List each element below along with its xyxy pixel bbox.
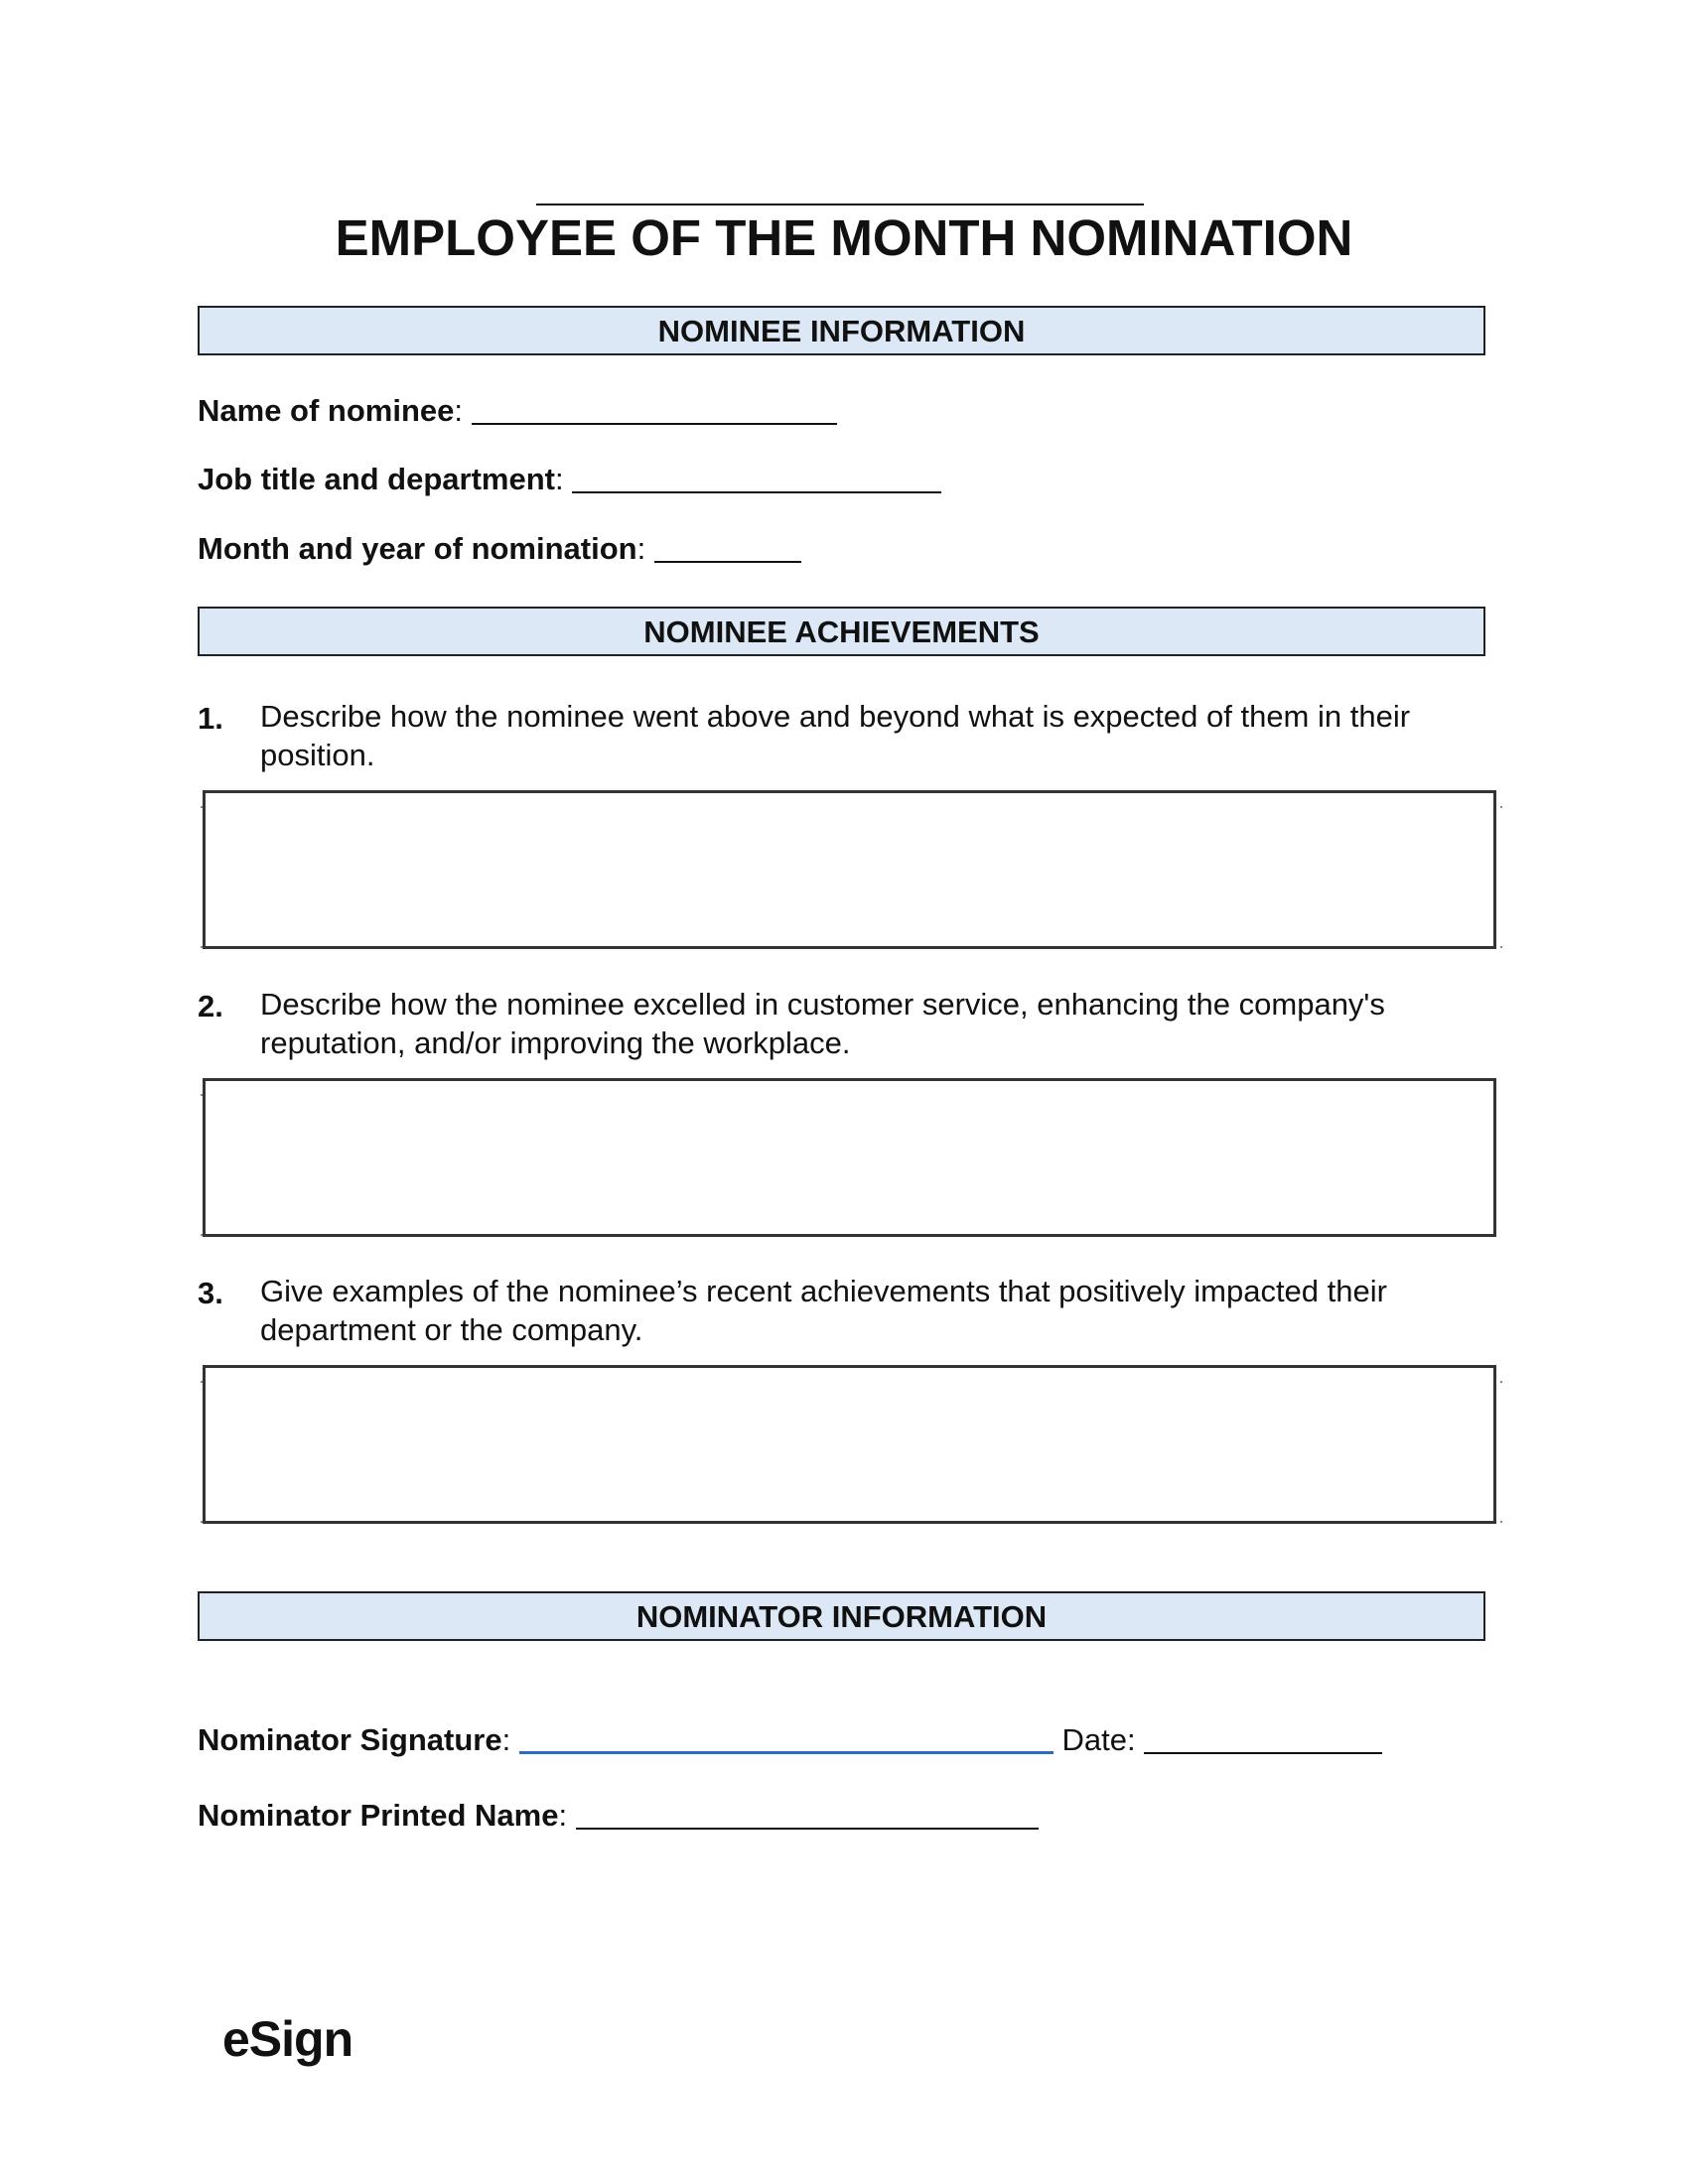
- question-number: 2.: [198, 989, 223, 1024]
- nomination-month-row: [198, 531, 801, 567]
- colon: :: [454, 393, 464, 428]
- section-header-nominee-achievements: NOMINEE ACHIEVEMENTS: [198, 607, 1485, 656]
- nominator-signature-row: [198, 1721, 1382, 1758]
- job-title-row: [198, 462, 941, 497]
- document-title: EMPLOYEE OF THE MONTH NOMINATION: [335, 209, 1353, 266]
- box-corner-mark: [1500, 1521, 1502, 1523]
- nomination-month-label: Month and year of nomination: [198, 531, 637, 566]
- esign-logo: eSign: [222, 2011, 353, 2067]
- nominator-printed-name-field[interactable]: [576, 1798, 1039, 1830]
- job-title-field[interactable]: [572, 462, 941, 493]
- box-corner-mark: [201, 1234, 203, 1236]
- nominator-signature-field[interactable]: [519, 1721, 1054, 1754]
- colon: :: [636, 531, 646, 566]
- question-number: 1.: [198, 701, 223, 736]
- box-corner-mark: [1500, 1381, 1502, 1383]
- box-corner-mark: [201, 946, 203, 948]
- question-text: Give examples of the nominee’s recent achievements that positively impacted their department or the company.: [260, 1274, 1387, 1347]
- date-label: Date:: [1061, 1722, 1136, 1757]
- nominator-printed-name-row: [198, 1798, 1039, 1834]
- colon: :: [501, 1722, 511, 1757]
- section-header-nominee-information: NOMINEE INFORMATION: [198, 306, 1485, 355]
- nominee-name-field[interactable]: [472, 393, 837, 425]
- answer-box-1[interactable]: [203, 790, 1496, 949]
- date-field[interactable]: [1144, 1722, 1382, 1754]
- nominator-printed-name-label: Nominator Printed Name: [198, 1798, 559, 1833]
- nominator-signature-label: Nominator Signature: [198, 1722, 502, 1757]
- title-top-line: [536, 204, 1144, 205]
- section-header-nominator-information: NOMINATOR INFORMATION: [198, 1591, 1485, 1641]
- answer-box-2[interactable]: [203, 1078, 1496, 1237]
- question-text: Describe how the nominee went above and beyond what is expected of them in their position.: [260, 699, 1411, 772]
- job-title-label: Job title and department: [198, 462, 555, 496]
- nominee-name-label: Name of nominee: [198, 393, 455, 428]
- question-text: Describe how the nominee excelled in customer service, enhancing the company's reputation, and/or improving the workplace.: [260, 987, 1385, 1060]
- question-number: 3.: [198, 1276, 223, 1310]
- box-corner-mark: [1500, 946, 1502, 948]
- colon: :: [558, 1798, 568, 1833]
- nominee-name-row: [198, 393, 837, 429]
- box-corner-mark: [201, 1521, 203, 1523]
- answer-box-3[interactable]: [203, 1365, 1496, 1524]
- nomination-month-field[interactable]: [654, 531, 801, 563]
- colon: :: [554, 462, 564, 496]
- box-corner-mark: [1500, 806, 1502, 808]
